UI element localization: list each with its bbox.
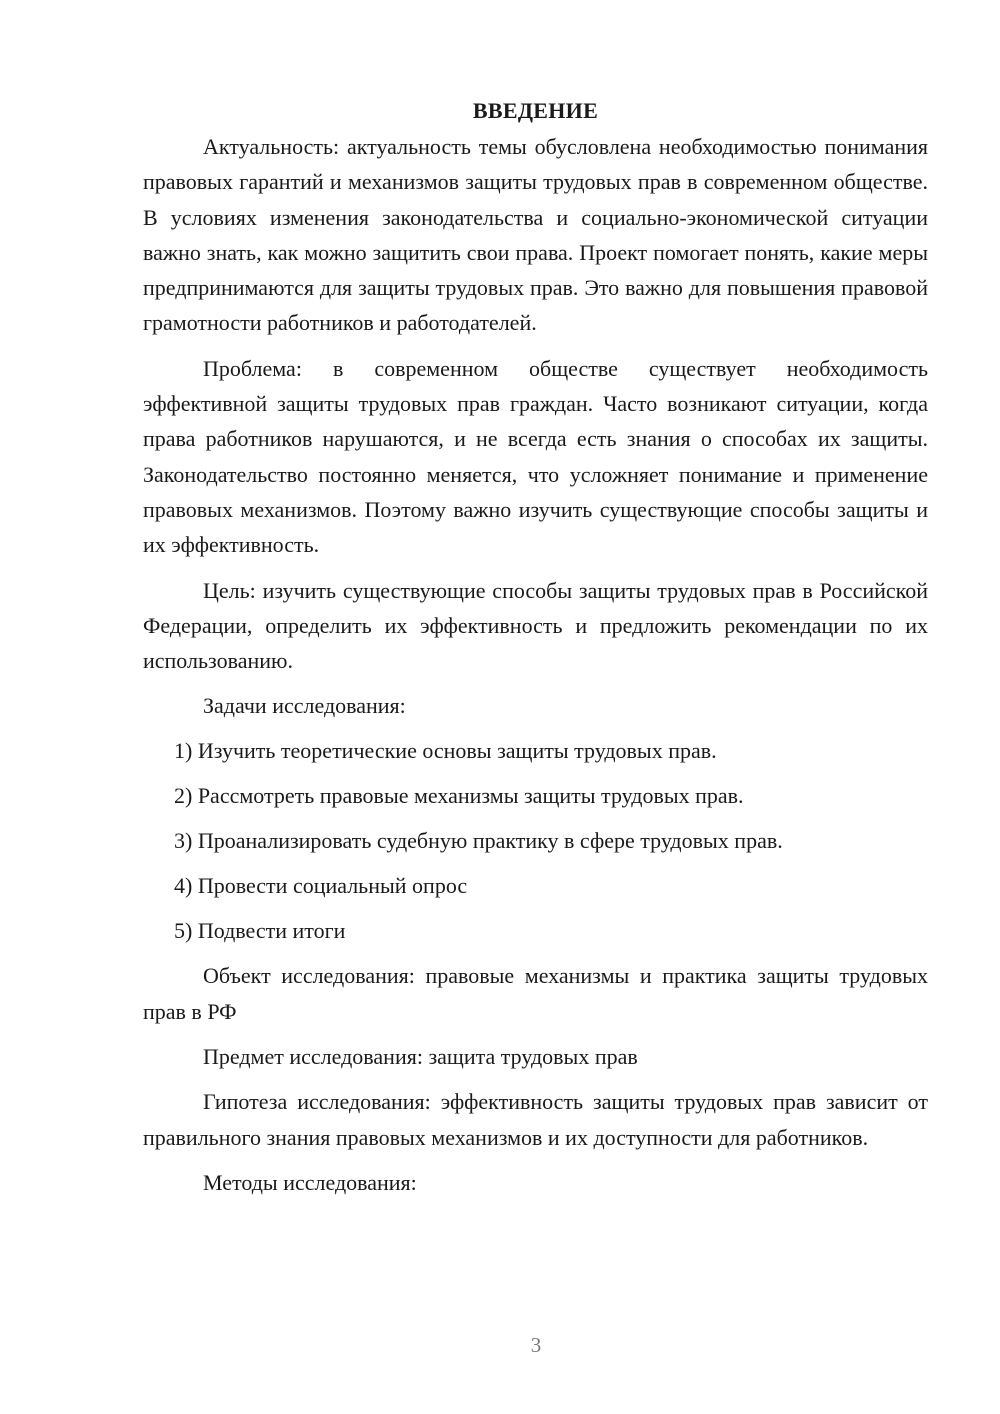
tasks-label: Задачи исследования: [203, 693, 406, 719]
object-paragraph: Объект исследования: правовые механизмы и практика защиты трудовых прав в РФ [143, 963, 928, 1024]
hypothesis-paragraph: Гипотеза исследования: эффективность защиты трудовых прав зависит от правильного знания правовых механизмов и их доступности для работников. [143, 1089, 928, 1150]
goal-paragraph: Цель: изучить существующие способы защиты трудовых прав в Российской Федерации, определить их эффективность и предложить рекомендации по их использованию. [143, 577, 928, 674]
methods-label: Методы исследования: [203, 1169, 417, 1195]
subject-paragraph: Предмет исследования: защита трудовых прав [203, 1044, 638, 1070]
list-item: 2) Рассмотреть правовые механизмы защиты трудовых прав. [174, 783, 744, 809]
tasks-list [143, 733, 928, 948]
page-title: ВВЕДЕНИЕ [472, 98, 599, 123]
document-page [143, 96, 928, 1210]
problem-paragraph: Проблема: в современном обществе существует необходимость эффективной защиты трудовых прав граждан. Часто возникают ситуации, когда права работников нарушаются, и не всегда есть знания о способах их защиты. Законодательство постоянно меняется, что усложняет понимание и применение правовых механизмов. Поэтому важно изучить существующие способы защиты и их эффективность. [143, 355, 928, 558]
list-item: 5) Подвести итоги [174, 918, 346, 944]
page-number: 3 [530, 1333, 542, 1357]
list-item: 3) Проанализировать судебную практику в сфере трудовых прав. [174, 828, 783, 854]
list-item: 1) Изучить теоретические основы защиты трудовых прав. [174, 738, 717, 764]
list-item: 4) Провести социальный опрос [174, 873, 468, 899]
relevance-paragraph: Актуальность: актуальность темы обусловлена необходимостью понимания правовых гарантий и механизмов защиты трудовых прав в современном обществе. В условиях изменения законодательства и социально-экономической ситуации важно знать, как можно защитить свои права. Проект помогает понять, какие меры предпринимаются для защиты трудовых прав. Это важно для повышения правовой грамотности работников и работодателей. [143, 134, 928, 336]
